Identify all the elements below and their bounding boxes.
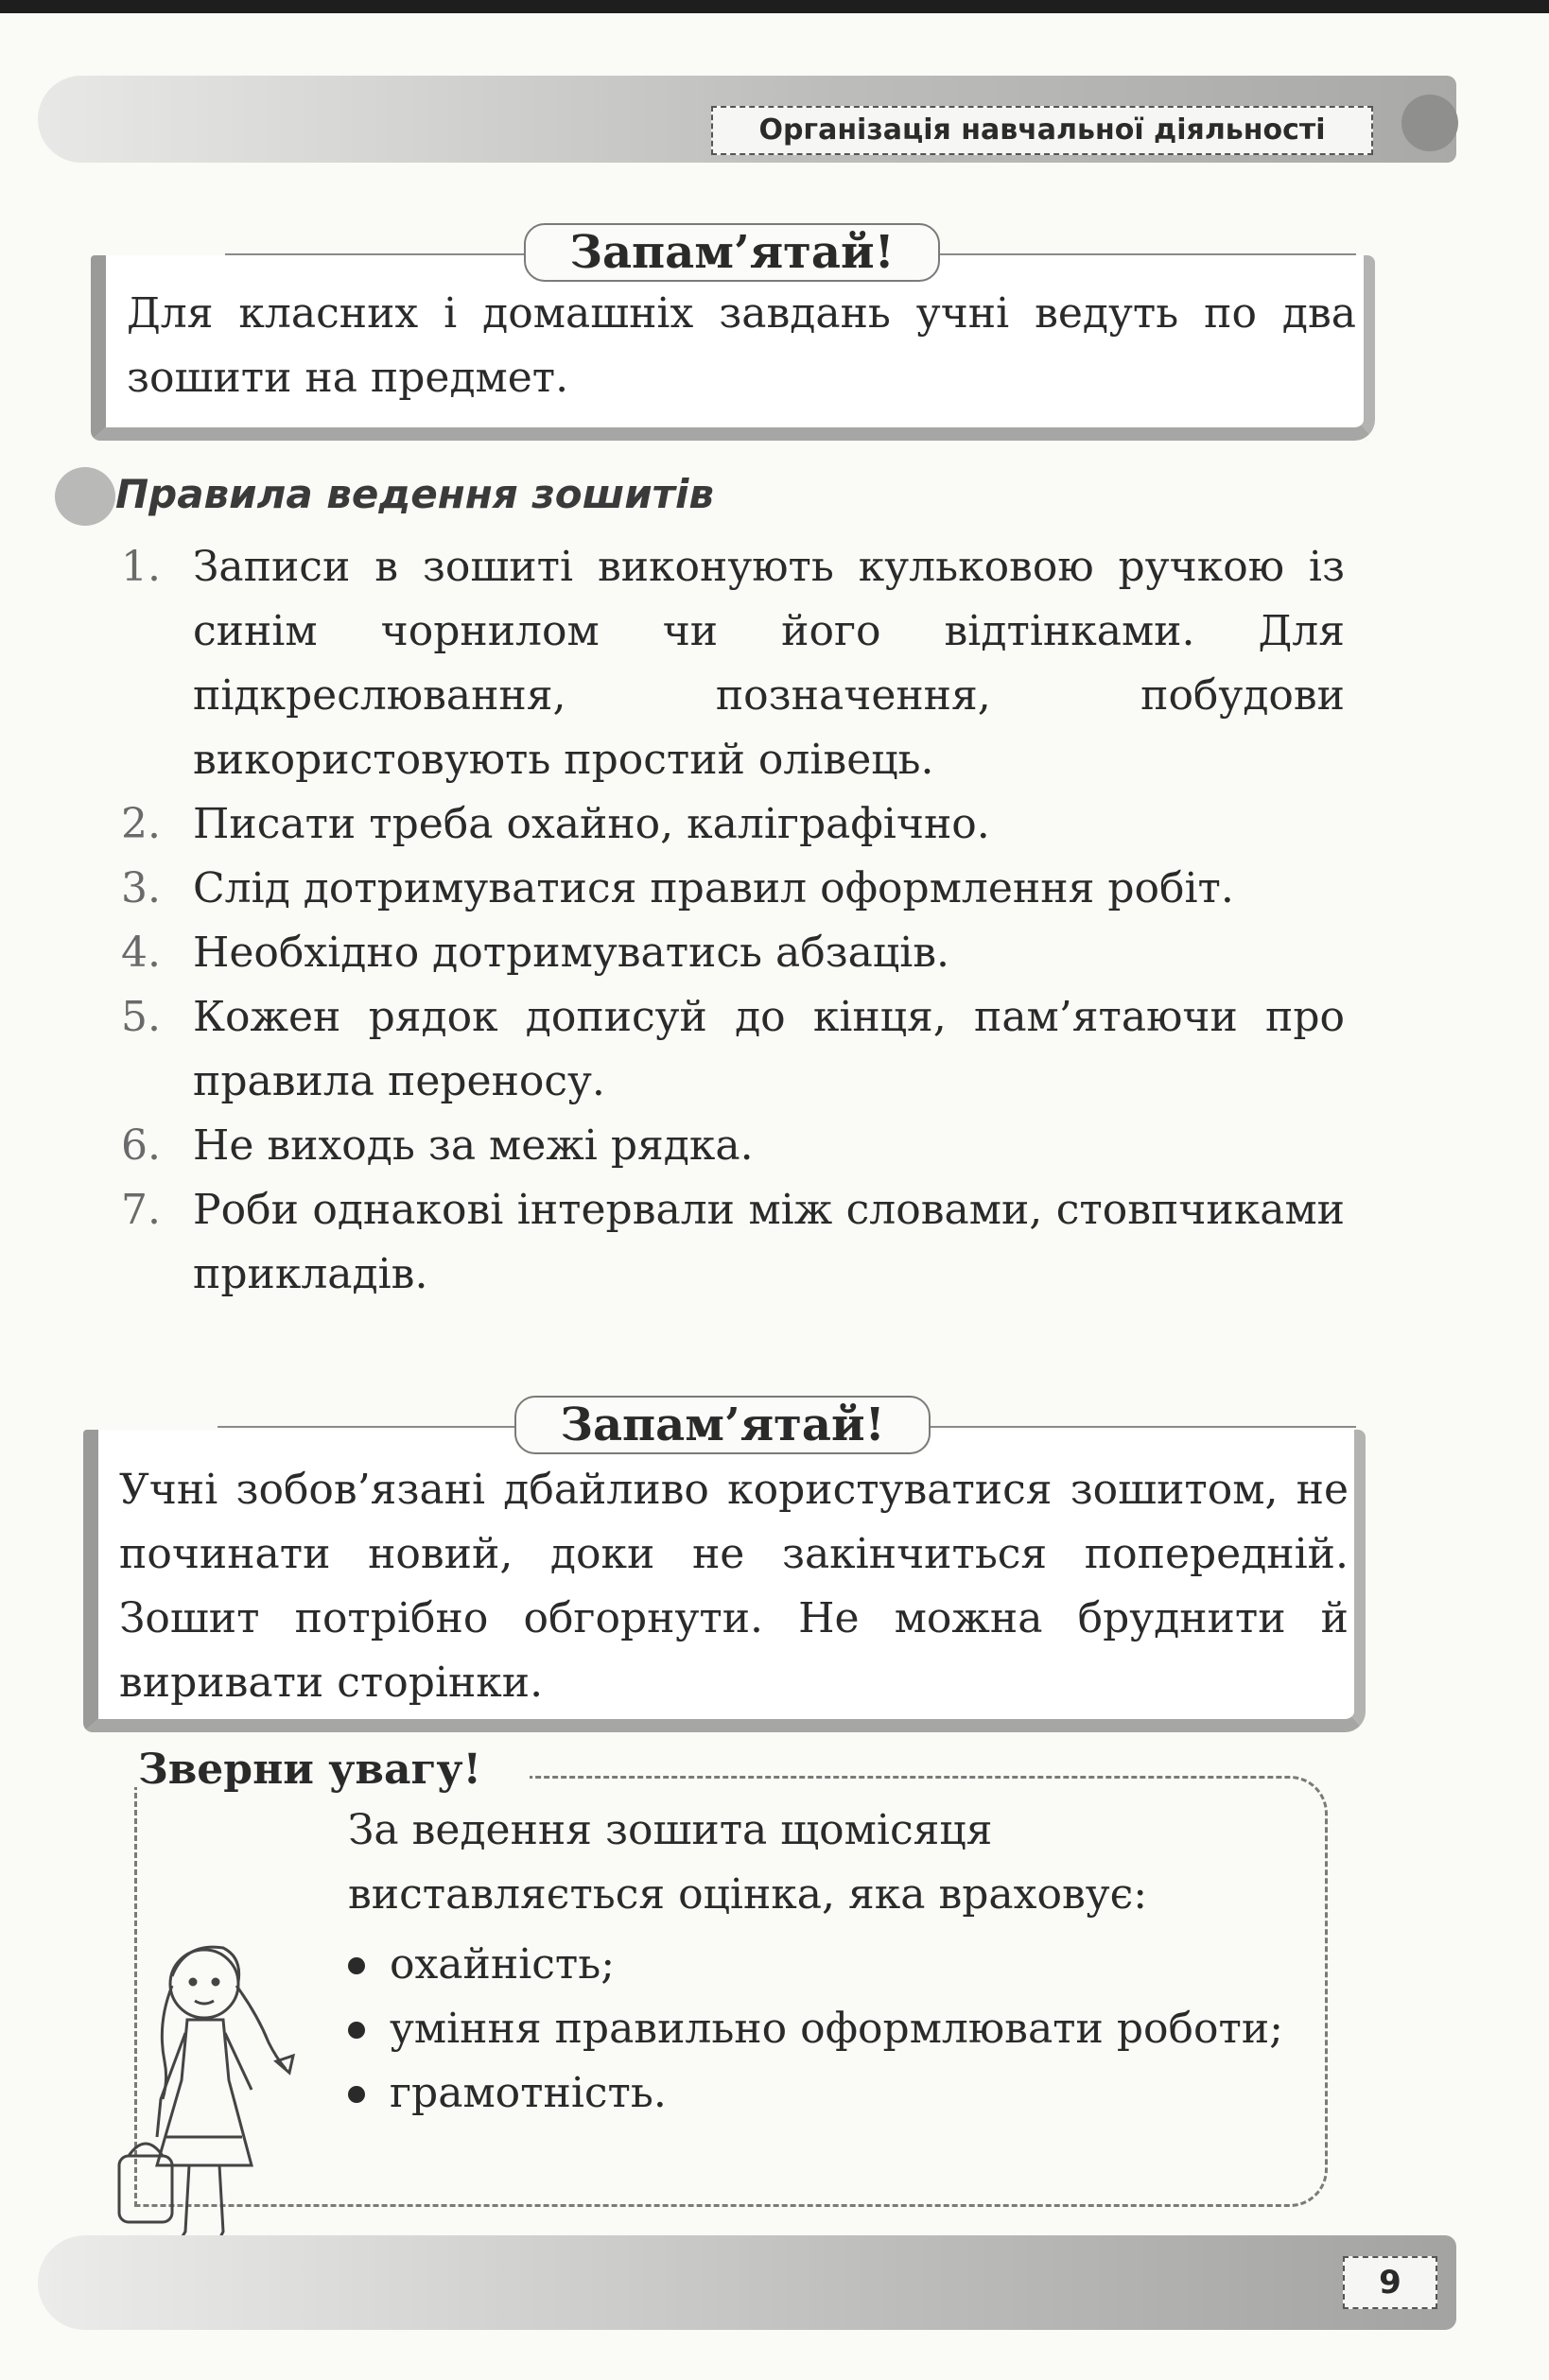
rules-heading-marker [55,467,115,526]
remember-box-2 [83,1430,1366,1732]
rule-item: 7. Роби однакові інтервали між словами, стовпчиками прикладів. [121,1186,1345,1298]
attention-item: уміння правильно оформлювати роботи; [348,1997,1303,2061]
girl-illustration [91,1929,318,2279]
rule-item: 3. Слід дотримуватися правил оформлення робіт. [121,864,1234,912]
bullet-icon [348,2022,365,2039]
attention-item: грамотність. [348,2061,1303,2126]
remember-box-1-text: Для класних і домашніх завдань учні ведуть по два зошити на предмет. [127,289,1356,402]
memo2-title-line-left [218,1426,520,1428]
attention-title: Зверни увагу! [138,1746,481,1794]
section-title: Організація навчальної діяльності [711,106,1373,155]
rules-list [113,535,1345,1307]
remember-box-2-text: Учні зобов’язані дбайливо користуватися зошитом, не починати новий, доки не закінчиться попередній. Зошит потрібно обгорнути. Не можна бруднити й виривати сторінки. [119,1466,1349,1707]
header-bar-cap [1401,95,1458,151]
remember-box-1-title: Запам’ятай! [524,223,940,282]
bullet-icon [348,1957,365,1974]
memo2-title-line-right [931,1426,1356,1428]
attention-item: охайність; [348,1933,1303,1997]
footer-bar [38,2235,1456,2330]
rules-heading: Правила ведення зошитів [115,471,714,517]
scan-edge [0,0,1549,13]
attention-list [348,1933,1303,2126]
rule-item: 4. Необхідно дотримуватись абзаців. [121,929,950,977]
remember-box-1 [91,255,1375,441]
page-number: 9 [1343,2256,1437,2309]
bullet-icon [348,2086,365,2103]
attention-intro: За ведення зошита щомісяця виставляється оцінка, яка враховує: [348,1806,1148,1919]
rule-item: 5. Кожен рядок дописуй до кінця, пам’ятаючи про правила переносу. [121,993,1345,1105]
rule-item: 2. Писати треба охайно, каліграфічно. [121,800,990,848]
remember-box-2-title: Запам’ятай! [514,1396,931,1454]
rule-item: 1. Записи в зошиті виконують кульковою ручкою із синім чорнилом чи його відтінками. Для підкреслювання, позначення, побудови використовують простий олівець. [121,543,1345,784]
rule-item: 6. Не виходь за межі рядка. [121,1121,754,1170]
